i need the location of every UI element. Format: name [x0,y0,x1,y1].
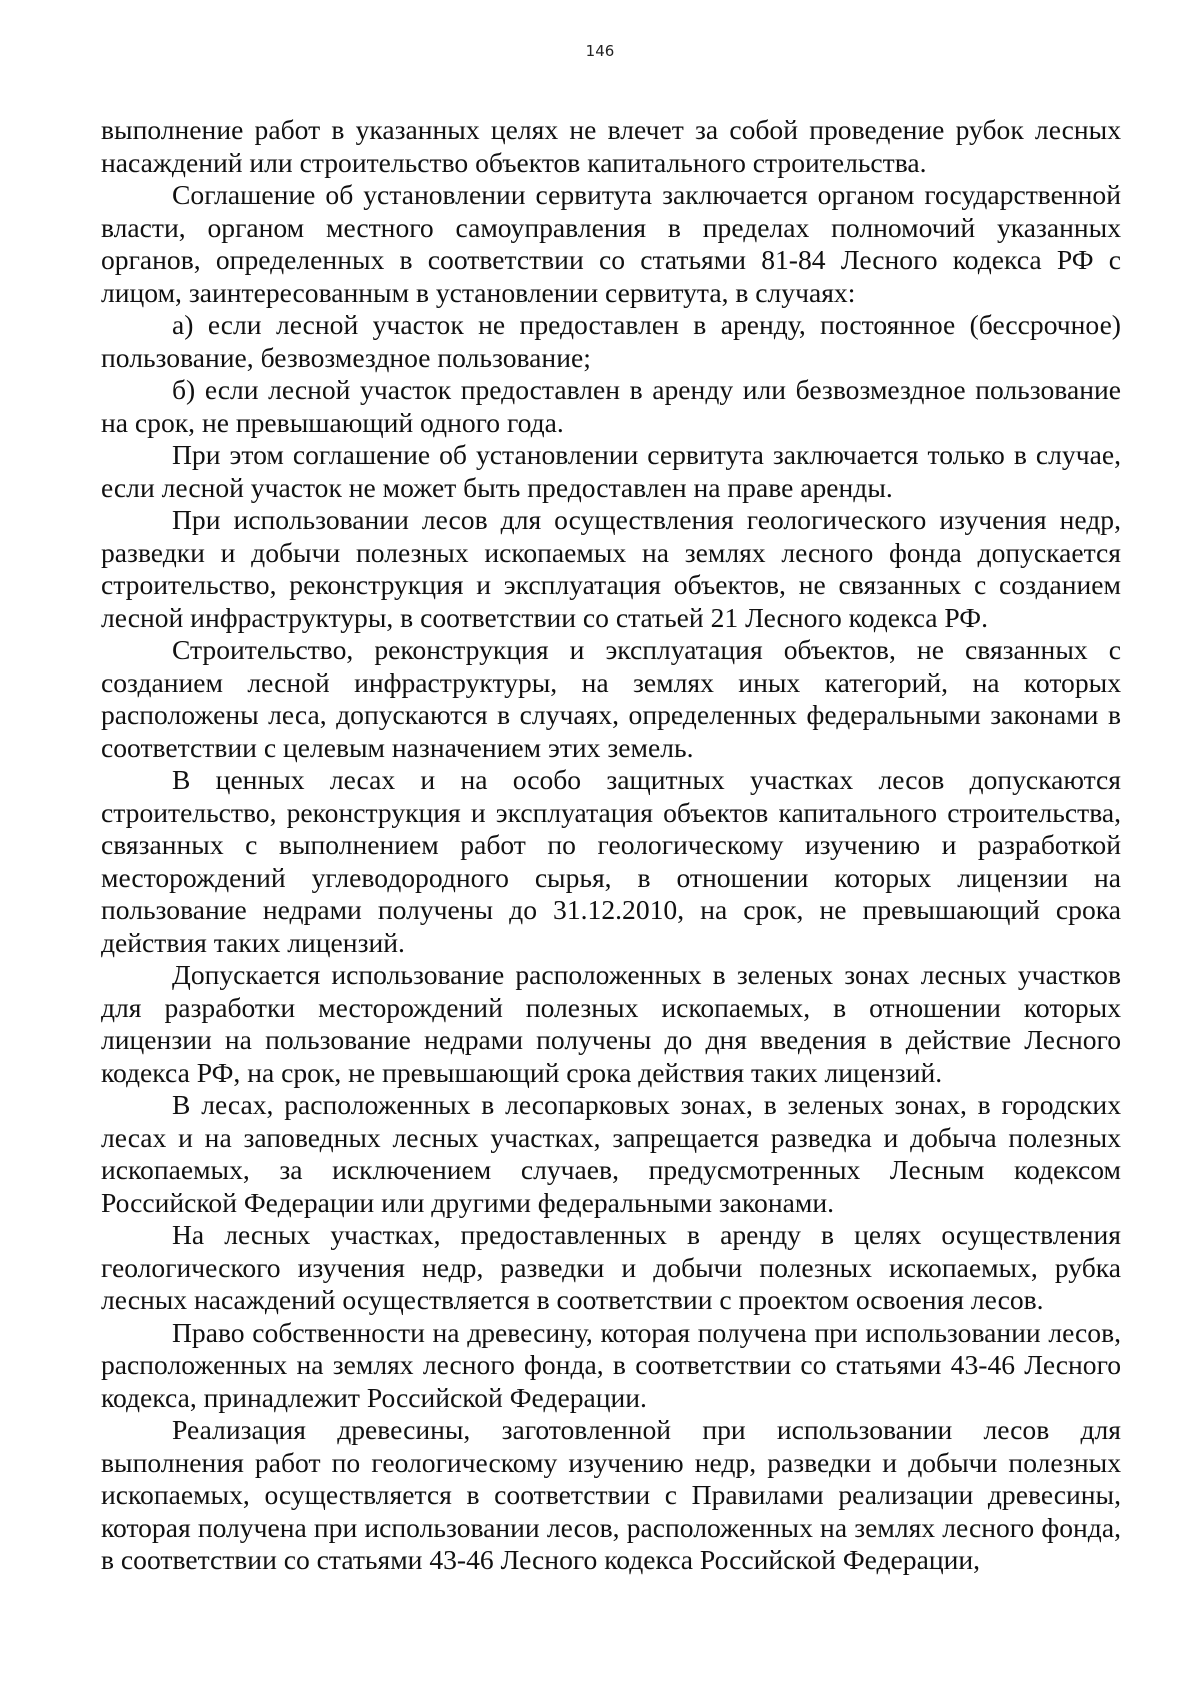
paragraph: Строительство, реконструкция и эксплуатация объектов, не связанных с созданием лесной инфраструктуры, на землях иных категорий, на которых расположены леса, допускаются в случаях, определенных федеральными законами в соответствии с целевым назначением этих земель. [101,634,1121,763]
page-number: 146 [585,42,615,60]
paragraph: выполнение работ в указанных целях не влечет за собой проведение рубок лесных насаждений или строительство объектов капитального строительства. [101,114,1121,178]
paragraph: Реализация древесины, заготовленной при использовании лесов для выполнения работ по геологическому изучению недр, разведки и добычи полезных ископаемых, осуществляется в соответствии с Правилами реализации древесины, которая получена при использовании лесов, расположенных на землях лесного фонда, в соответствии со статьями 43-46 Лесного кодекса Российской Федерации, [101,1414,1121,1575]
paragraph: Право собственности на древесину, которая получена при использовании лесов, расположенных на землях лесного фонда, в соответствии со статьями 43-46 Лесного кодекса, принадлежит Российской Федерации. [101,1316,1121,1413]
document-body [101,114,1121,1577]
paragraph: На лесных участках, предоставленных в аренду в целях осуществления геологического изучения недр, разведки и добычи полезных ископаемых, рубка лесных насаждений осуществляется в соответствии с проектом освоения лесов. [101,1219,1121,1315]
paragraph: а) если лесной участок не предоставлен в аренду, постоянное (бессрочное) пользование, безвозмездное пользование; [101,309,1121,373]
paragraph: В ценных лесах и на особо защитных участках лесов допускаются строительство, реконструкция и эксплуатация объектов капитального строительства, связанных с выполнением работ по геологическому изучению и разработкой месторождений углеводородного сырья, в отношении которых лицензии на пользование недрами получены до 31.12.2010, на срок, не превышающий срока действия таких лицензий. [101,764,1121,958]
paragraph: б) если лесной участок предоставлен в аренду или безвозмездное пользование на срок, не превышающий одного года. [101,374,1121,438]
paragraph: Соглашение об установлении сервитута заключается органом государственной власти, органом местного самоуправления в пределах полномочий указанных органов, определенных в соответствии со статьями 81-84 Лесного кодекса РФ с лицом, заинтересованным в установлении сервитута, в случаях: [101,179,1121,308]
paragraph: При этом соглашение об установлении сервитута заключается только в случае, если лесной участок не может быть предоставлен на праве аренды. [101,439,1121,503]
paragraph: Допускается использование расположенных в зеленых зонах лесных участков для разработки месторождений полезных ископаемых, в отношении которых лицензии на пользование недрами получены до дня введения в действие Лесного кодекса РФ, на срок, не превышающий срока действия таких лицензий. [101,959,1121,1088]
paragraph: В лесах, расположенных в лесопарковых зонах, в зеленых зонах, в городских лесах и на заповедных лесных участках, запрещается разведка и добыча полезных ископаемых, за исключением случаев, предусмотренных Лесным кодексом Российской Федерации или другими федеральными законами. [101,1089,1121,1218]
paragraph: При использовании лесов для осуществления геологического изучения недр, разведки и добычи полезных ископаемых на землях лесного фонда допускается строительство, реконструкция и эксплуатация объектов, не связанных с созданием лесной инфраструктуры, в соответствии со статьей 21 Лесного кодекса РФ. [101,504,1121,633]
